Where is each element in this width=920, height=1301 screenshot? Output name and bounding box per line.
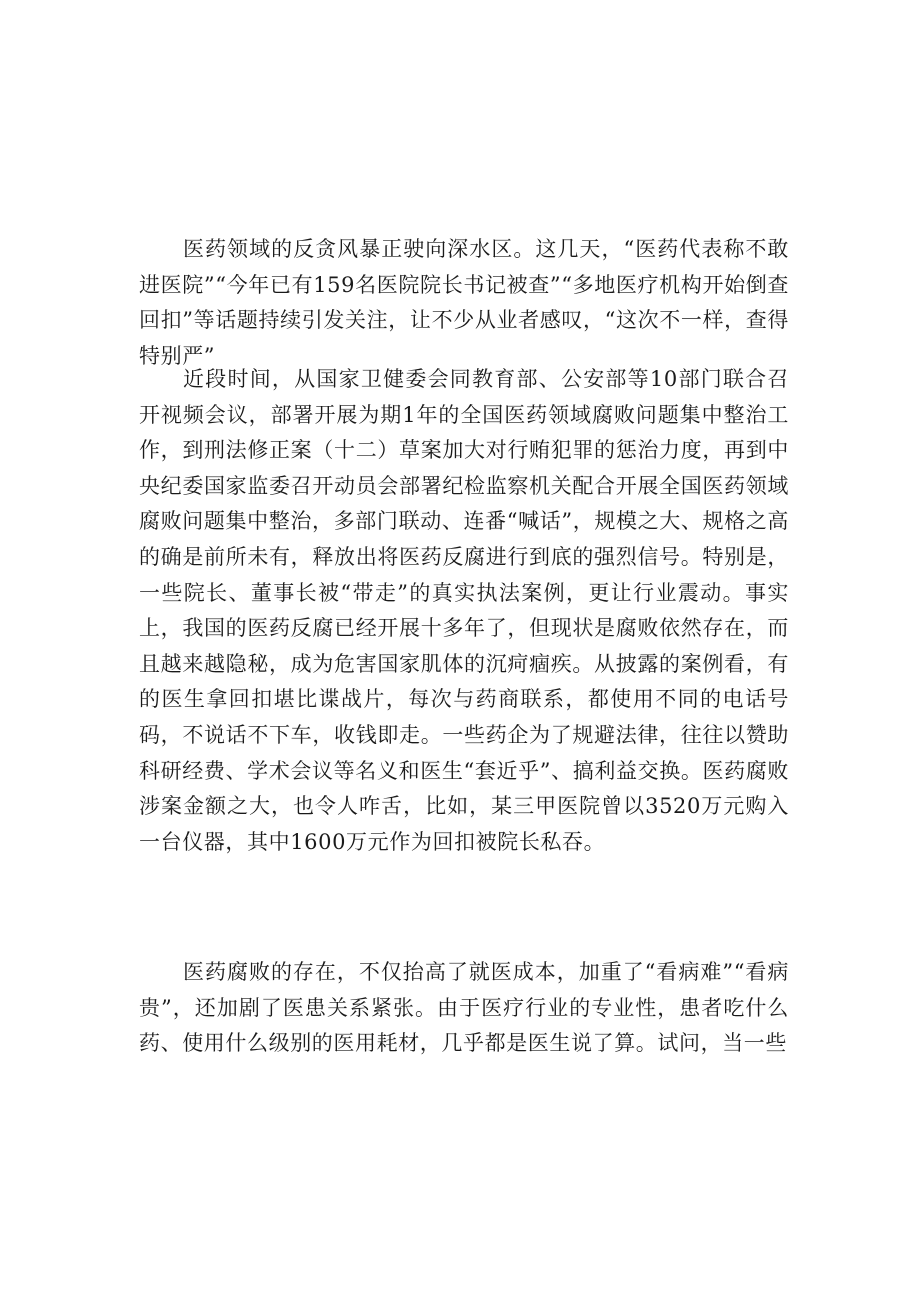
paragraph-2: 近段时间，从国家卫健委会同教育部、公安部等10部门联合召开视频会议，部署开展为期1年的全国医药领域腐败问题集中整治工作，到刑法修正案（十二）草案加大对行贿犯罪的惩治力度，再到中央纪委国家监委召开动员会部署纪检监察机关配合开展全国医药领域腐败问题集中整治，多部门联动、连番“喊话”，规模之大、规格之高的确是前所未有，释放出将医药反腐进行到底的强烈信号。特别是，一些院长、董事长被“带走”的真实执法案例，更让行业震动。事实上，我国的医药反腐已经开展十多年了，但现状是腐败依然存在，而且越来越隐秘，成为危害国家肌体的沉疴痼疾。从披露的案例看，有的医生拿回扣堪比谍战片，每次与药商联系，都使用不同的电话号码，不说话不下车，收钱即走。一些药企为了规避法律，往往以赞助科研经费、学术会议等名义和医生“套近乎”、搞利益交换。医药腐败涉案金额之大，也令人咋舌，比如，某三甲医院曾以3520万元购入一台仪器，其中1600万元作为回扣被院长私吞。	[139, 367, 789, 854]
paragraph-3: 医药腐败的存在，不仅抬高了就医成本，加重了“看病难”“看病贵”，还加剧了医患关系紧张。由于医疗行业的专业性，患者吃什么药、使用什么级别的医用耗材，几乎都是医生说了算。试问，当一些	[139, 960, 789, 1056]
paragraph-1: 医药领域的反贪风暴正驶向深水区。这几天，“医药代表称不敢进医院”“今年已有159名医院院长书记被查”“多地医疗机构开始倒查回扣”等话题持续引发关注，让不少从业者感叹，“这次不一样，查得特别严”	[139, 237, 789, 368]
